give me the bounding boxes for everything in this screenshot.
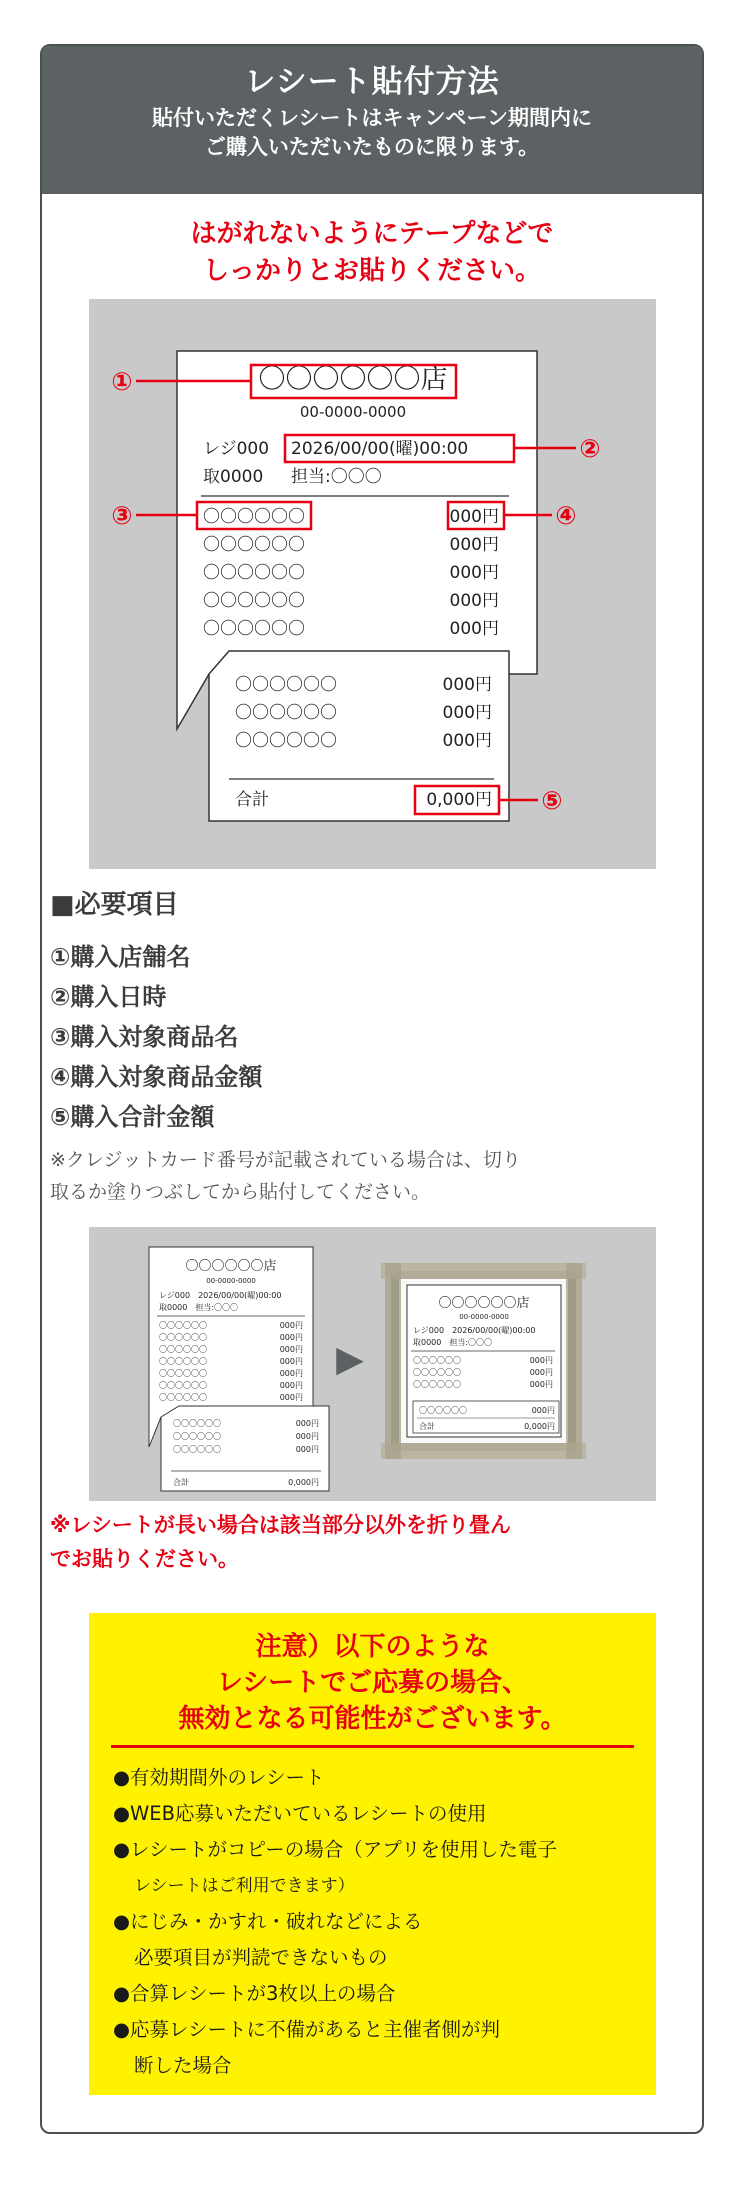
receipt-store-name: 〇〇〇〇〇〇店 [258, 364, 448, 395]
taped-receipt-line1: レジ000 2026/00/00(曜)00:00 [413, 1326, 536, 1335]
long-receipt-front-item-name: 〇〇〇〇〇〇 [173, 1419, 221, 1428]
card-title: レシート貼付方法 [244, 64, 500, 100]
receipt-register: レジ000 [203, 439, 270, 459]
warning-item-text-cont: 必要項目が判読できないもの [134, 1946, 388, 1969]
long-receipt-item-name: 〇〇〇〇〇〇 [159, 1357, 207, 1366]
marker-2: ② [579, 434, 601, 463]
receipt-front-item-name: 〇〇〇〇〇〇 [235, 675, 337, 695]
long-receipt-front-item-name: 〇〇〇〇〇〇 [173, 1445, 221, 1454]
taped-receipt-front-price: 000円 [531, 1406, 555, 1415]
warning-divider [111, 1745, 634, 1748]
receipt-total-value: 0,000円 [426, 790, 492, 810]
taped-receipt-item-name: 〇〇〇〇〇〇 [413, 1356, 461, 1365]
taped-receipt-item-name: 〇〇〇〇〇〇 [413, 1380, 461, 1389]
tape-instruction-line2: しっかりとお貼りください。 [202, 256, 541, 286]
long-receipt-store: 〇〇〇〇〇〇店 [185, 1259, 277, 1274]
long-receipt-item-name: 〇〇〇〇〇〇 [159, 1369, 207, 1378]
tape-top [381, 1263, 586, 1279]
taped-receipt-store: 〇〇〇〇〇〇店 [438, 1296, 530, 1311]
receipt-front-item-price: 000円 [442, 675, 492, 695]
receipt-illustration-panel [89, 299, 656, 869]
taped-receipt-front-item: 〇〇〇〇〇〇 [419, 1406, 467, 1415]
tape-left [385, 1263, 401, 1459]
receipt-datetime: 2026/00/00(曜)00:00 [291, 439, 469, 459]
receipt-front-item-name: 〇〇〇〇〇〇 [235, 731, 337, 751]
long-receipt-item-price: 000円 [279, 1393, 303, 1402]
long-receipt-front-item-name: 〇〇〇〇〇〇 [173, 1432, 221, 1441]
card-header [42, 46, 702, 194]
credit-card-note [50, 1144, 630, 1208]
warning-item [113, 1832, 636, 1904]
required-item: ③購入対象商品名 [50, 1023, 239, 1051]
warning-item [113, 1796, 636, 1832]
warning-item-text: ●WEB応募いただいているレシートの使用 [113, 1802, 487, 1825]
taped-receipt-item-name: 〇〇〇〇〇〇 [413, 1368, 461, 1377]
receipt-front-item-name: 〇〇〇〇〇〇 [235, 703, 337, 723]
long-receipt-line2: 取0000 担当:〇〇〇 [159, 1303, 239, 1312]
taped-receipt-item-price: 000円 [529, 1380, 553, 1389]
tape-bottom [381, 1443, 586, 1459]
receipt-item-price: 000円 [449, 591, 499, 611]
required-item: ②購入日時 [50, 983, 167, 1011]
receipt-item-name: 〇〇〇〇〇〇 [203, 563, 305, 583]
long-receipt-front-item-price: 000円 [295, 1419, 319, 1428]
receipt-item-name: 〇〇〇〇〇〇 [203, 535, 305, 555]
long-receipt-note [50, 1508, 640, 1576]
long-receipt-front-item-price: 000円 [295, 1445, 319, 1454]
warning-item-text: ●レシートがコピーの場合（アプリを使用した電子 [113, 1838, 557, 1861]
receipt-item-price: 000円 [449, 507, 499, 527]
credit-card-note-line2: 取るか塗りつぶしてから貼付してください。 [50, 1181, 431, 1203]
fold-example-panel [89, 1227, 656, 1501]
receipt-item-name: 〇〇〇〇〇〇 [203, 591, 305, 611]
required-item: ①購入店舗名 [50, 943, 191, 971]
tape-right [566, 1263, 582, 1459]
receipt-total-label: 合計 [235, 790, 269, 810]
required-item: ⑤購入合計金額 [50, 1103, 215, 1131]
warning-item-text: ●にじみ・かすれ・破れなどによる [113, 1910, 423, 1933]
long-receipt-item-price: 000円 [279, 1357, 303, 1366]
warning-item [113, 1976, 636, 2012]
receipt-staff: 担当:〇〇〇 [291, 467, 382, 487]
warning-item-text: ●有効期間外のレシート [113, 1766, 325, 1789]
long-receipt-item-name: 〇〇〇〇〇〇 [159, 1345, 207, 1354]
taped-receipt-line2: 取0000 担当:〇〇〇 [413, 1338, 493, 1347]
marker-5: ⑤ [541, 786, 563, 815]
warning-heading [89, 1629, 656, 1737]
warning-item-text-cont: 断した場合 [134, 2054, 232, 2077]
long-receipt-total-value: 0,000円 [288, 1478, 319, 1487]
fold-example-illustration [89, 1227, 656, 1501]
warning-item [113, 1760, 636, 1796]
credit-card-note-line1: ※クレジットカード番号が記載されている場合は、切り [50, 1149, 521, 1171]
receipt-item-price: 000円 [449, 619, 499, 639]
long-receipt-front-item-price: 000円 [295, 1432, 319, 1441]
taped-receipt-total-label: 合計 [419, 1422, 435, 1431]
taped-receipt-item-price: 000円 [529, 1356, 553, 1365]
arrow-icon: ▶ [336, 1339, 364, 1380]
receipt-illustration [89, 299, 656, 869]
receipt-item-name: 〇〇〇〇〇〇 [203, 507, 305, 527]
warning-heading-line1: 注意）以下のような [255, 1632, 490, 1662]
required-items-title: ■必要項目 [50, 890, 179, 920]
receipt-item-price: 000円 [449, 563, 499, 583]
warning-list [89, 1760, 656, 2084]
long-receipt-note-line2: でお貼りください。 [50, 1547, 239, 1571]
marker-4: ④ [555, 501, 577, 530]
warning-heading-line2: レシートでご応募の場合、 [216, 1668, 529, 1698]
marker-3: ③ [111, 501, 133, 530]
taped-receipt-item-price: 000円 [529, 1368, 553, 1377]
tape-instruction-line1: はがれないようにテープなどで [190, 219, 554, 249]
long-receipt-note-line1: ※レシートが長い場合は該当部分以外を折り畳ん [50, 1513, 511, 1537]
taped-receipt-phone: 00-0000-0000 [459, 1313, 509, 1321]
warning-item [113, 1904, 636, 1976]
warning-heading-line3: 無効となる可能性がございます。 [178, 1704, 567, 1734]
long-receipt-item-price: 000円 [279, 1333, 303, 1342]
required-item: ④購入対象商品金額 [50, 1063, 263, 1091]
warning-item-text: ●合算レシートが3枚以上の場合 [113, 1982, 396, 2005]
card-subtitle-line1: 貼付いただくレシートはキャンペーン期間内に [151, 106, 593, 130]
long-receipt-item-name: 〇〇〇〇〇〇 [159, 1333, 207, 1342]
long-receipt-line1: レジ000 2026/00/00(曜)00:00 [159, 1291, 282, 1300]
long-receipt-total-label: 合計 [173, 1478, 189, 1487]
long-receipt-item-price: 000円 [279, 1369, 303, 1378]
long-receipt-item-price: 000円 [279, 1345, 303, 1354]
taped-receipt-total-value: 0,000円 [524, 1422, 555, 1431]
receipt-front-item-price: 000円 [442, 703, 492, 723]
marker-1: ① [111, 367, 133, 396]
warning-item-text: ●応募レシートに不備があると主催者側が判 [113, 2018, 501, 2041]
long-receipt-item-name: 〇〇〇〇〇〇 [159, 1393, 207, 1402]
warning-item [113, 2012, 636, 2084]
receipt-phone: 00-0000-0000 [299, 403, 407, 421]
long-receipt-item-price: 000円 [279, 1321, 303, 1330]
card-subtitle-line2: ご購入いただいたものに限ります。 [204, 135, 540, 159]
long-receipt-item-name: 〇〇〇〇〇〇 [159, 1321, 207, 1330]
warning-item-text-cont: レシートはご利用できます） [134, 1876, 355, 1896]
tape-instruction [42, 216, 702, 290]
long-receipt-phone: 00-0000-0000 [206, 1277, 256, 1285]
long-receipt-item-price: 000円 [279, 1381, 303, 1390]
receipt-item-name: 〇〇〇〇〇〇 [203, 619, 305, 639]
receipt-front-item-price: 000円 [442, 731, 492, 751]
long-receipt-item-name: 〇〇〇〇〇〇 [159, 1381, 207, 1390]
warning-box [89, 1613, 656, 2095]
receipt-transaction: 取0000 [203, 467, 264, 487]
receipt-item-price: 000円 [449, 535, 499, 555]
